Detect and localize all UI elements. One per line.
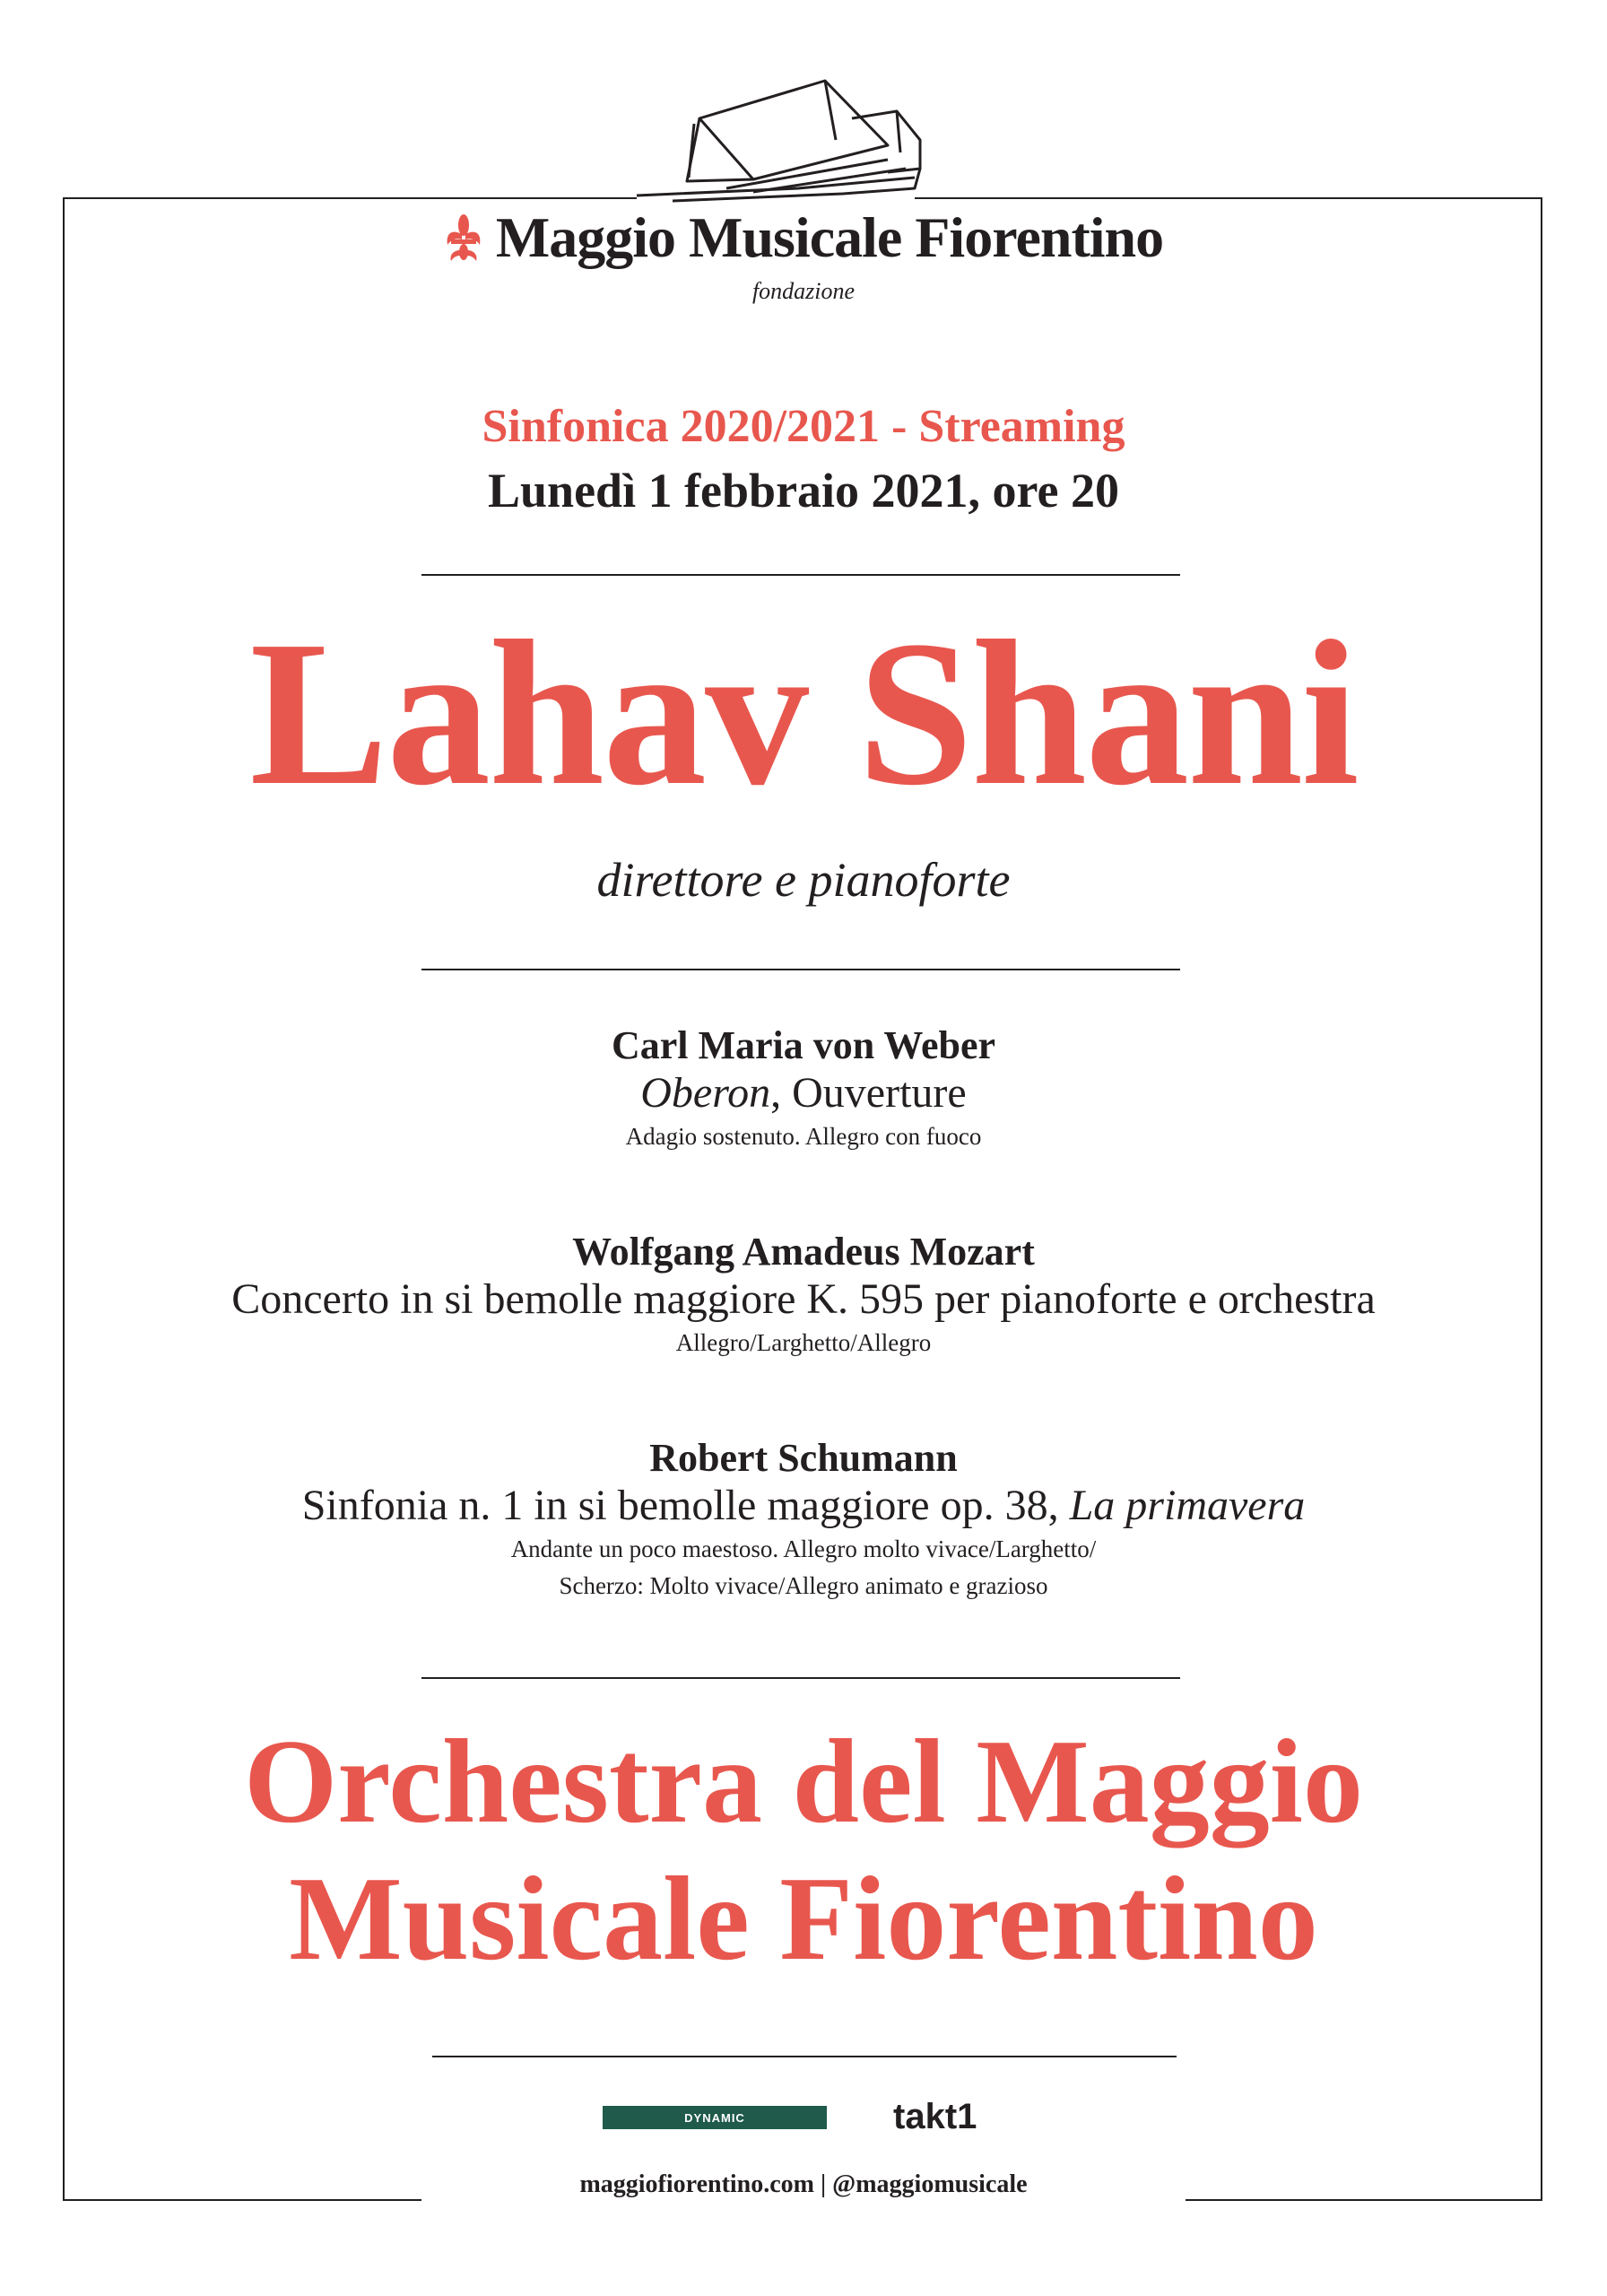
program-item — [0, 1435, 1607, 1600]
divider — [421, 969, 1180, 970]
dynamic-logo-text: DYNAMIC — [684, 2110, 745, 2125]
work-title — [0, 1481, 1607, 1530]
program-item — [0, 1022, 1607, 1151]
conductor-role: direttore e pianoforte — [596, 853, 1011, 907]
composer-name: Wolfgang Amadeus Mozart — [572, 1230, 1035, 1274]
movements: Allegro/Larghetto/Allegro — [675, 1329, 932, 1356]
event-date: Lunedì 1 febbraio 2021, ore 20 — [487, 464, 1120, 517]
program-item — [0, 1229, 1607, 1357]
frame-top-left — [63, 197, 637, 199]
work-title-rest: , Ouverture — [770, 1069, 967, 1117]
frame-bottom-right — [1186, 2199, 1542, 2201]
frame-bottom-left — [63, 2199, 421, 2201]
orchestra-name — [0, 1713, 1607, 1987]
movements: Adagio sostenuto. Allegro con fuoco — [625, 1123, 982, 1150]
brand-subtitle: fondazione — [751, 278, 856, 304]
movements: Andante un poco maestoso. Allegro molto vivace/Larghetto/ — [510, 1535, 1097, 1562]
work-title-italic: La primavera — [1069, 1482, 1306, 1529]
work-title-italic: Oberon — [640, 1069, 771, 1117]
takt1-logo: takt1 — [893, 2097, 977, 2136]
brand-line — [0, 204, 1607, 271]
divider — [432, 2056, 1177, 2057]
movements: Scherzo: Molto vivace/Allegro animato e grazioso — [559, 1572, 1048, 1599]
divider — [421, 1677, 1180, 1679]
divider — [421, 574, 1180, 576]
frame-top-right — [915, 197, 1542, 199]
orchestra-line-1: Orchestra del Maggio — [244, 1715, 1363, 1848]
work-title: Concerto in si bemolle maggiore K. 595 per pianoforte e orchestra — [231, 1275, 1376, 1323]
season-title: Sinfonica 2020/2021 - Streaming — [482, 401, 1125, 452]
brand-name: Maggio Musicale Fiorentino — [495, 205, 1164, 269]
dynamic-logo — [603, 2106, 827, 2129]
florence-lily-icon — [444, 214, 483, 261]
composer-name: Robert Schumann — [649, 1436, 958, 1480]
footer-links: maggiofiorentino.com | @maggiomusicale — [579, 2170, 1028, 2198]
orchestra-line-2: Musicale Fiorentino — [289, 1851, 1318, 1985]
composer-name: Carl Maria von Weber — [611, 1023, 996, 1067]
work-title-plain: Sinfonia n. 1 in si bemolle maggiore op. 38, — [301, 1482, 1070, 1529]
work-title — [0, 1068, 1607, 1118]
conductor-name: Lahav Shani — [249, 598, 1358, 829]
theatre-building-icon — [619, 54, 942, 206]
